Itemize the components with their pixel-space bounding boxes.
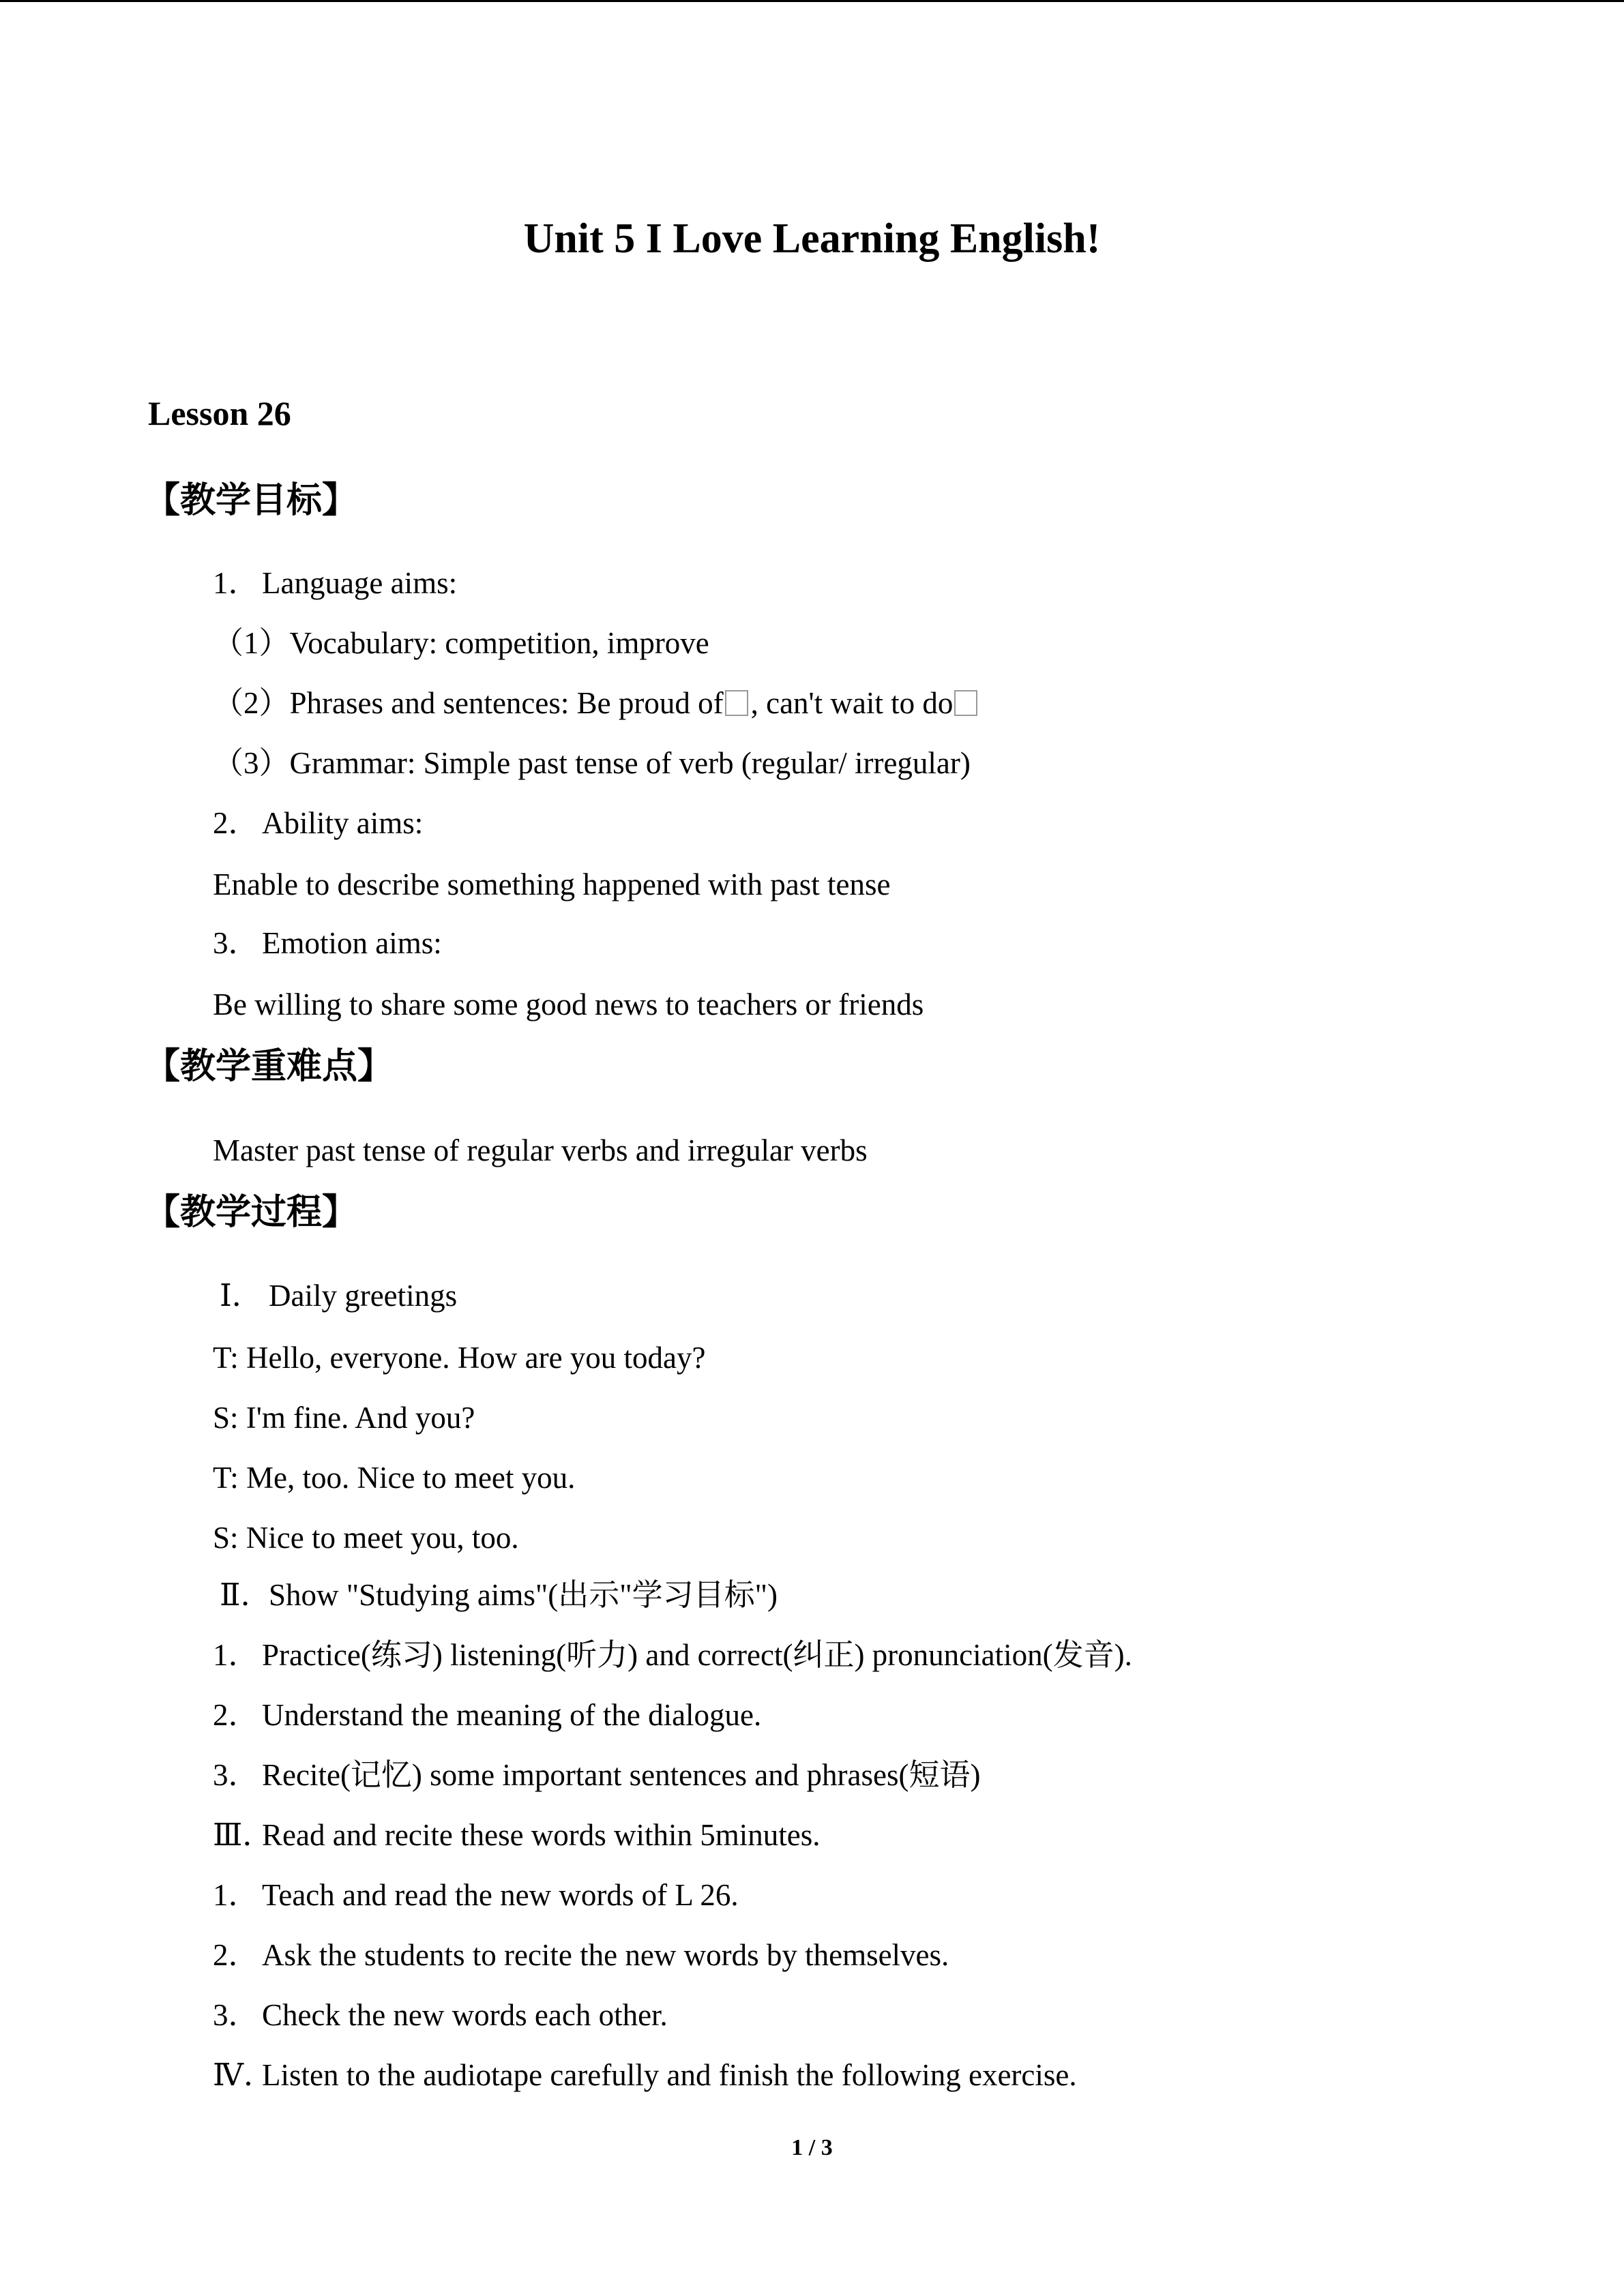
section-heading-keypoints: 【教学重难点】: [145, 1046, 394, 1087]
item-text: Practice(练习) listening(听力) and correct(纠正) pronunciation(发音).: [262, 1638, 1132, 1672]
page-title: Unit 5 I Love Learning English!: [523, 215, 1101, 262]
dialogue-line: S: I'm fine. And you?: [213, 1401, 475, 1435]
dialogue-line: T: Me, too. Nice to meet you.: [213, 1461, 576, 1495]
list-item: [213, 1691, 761, 1739]
item-text: Ask the students to recite the new words by themselves.: [262, 1938, 949, 1972]
emotion-aims-item: [213, 919, 442, 967]
item-number: 2．: [213, 1698, 259, 1732]
keypoints-text: Master past tense of regular verbs and irregular verbs: [213, 1133, 868, 1167]
emotion-description: Be willing to share some good news to teachers or friends: [213, 987, 924, 1022]
phrases-text-b: , can't wait to do: [750, 686, 954, 720]
top-border-line: [0, 0, 1624, 2]
placeholder-box-icon: [954, 690, 977, 716]
ability-aims-item: [213, 799, 423, 847]
item-number: 1．: [213, 566, 259, 600]
step-1-heading: [220, 1272, 457, 1320]
dialogue-line: S: Nice to meet you, too.: [213, 1521, 519, 1555]
item-number: 2．: [213, 806, 259, 840]
step-number: Ⅰ．: [220, 1279, 263, 1313]
item-text: Emotion aims:: [262, 926, 442, 960]
grammar-line: （3）Grammar: Simple past tense of verb (regular/ irregular): [213, 746, 971, 780]
item-text: Understand the meaning of the dialogue.: [262, 1698, 762, 1732]
section-heading-aims: 【教学目标】: [145, 480, 358, 521]
language-aims-item: [213, 559, 457, 607]
list-item: [213, 1871, 739, 1919]
page-indicator: 1 / 3: [791, 2135, 833, 2160]
step-4-heading: [213, 2051, 1077, 2099]
item-text: Check the new words each other.: [262, 1998, 668, 2032]
item-number: 3．: [213, 1998, 259, 2032]
vocabulary-line: （1）Vocabulary: competition, improve: [213, 626, 709, 660]
list-item: [213, 1931, 949, 1979]
step-text: Daily greetings: [269, 1279, 458, 1313]
step-number: Ⅲ．: [213, 1818, 274, 1852]
lesson-heading: Lesson 26: [148, 394, 291, 432]
step-number: Ⅱ．: [220, 1578, 271, 1612]
phrases-line: [213, 679, 980, 727]
dialogue-line: T: Hello, everyone. How are you today?: [213, 1341, 706, 1375]
item-number: 1．: [213, 1878, 259, 1912]
ability-description: Enable to describe something happened with past tense: [213, 867, 891, 901]
placeholder-box-icon: [725, 690, 748, 716]
step-text: Read and recite these words within 5minutes.: [262, 1818, 821, 1852]
step-2-heading: [220, 1571, 778, 1619]
item-text: Teach and read the new words of L 26.: [262, 1878, 739, 1912]
item-number: 2．: [213, 1938, 259, 1972]
phrases-text-a: （2）Phrases and sentences: Be proud of: [213, 686, 724, 720]
list-item: [213, 1631, 1132, 1679]
step-number: Ⅳ．: [213, 2058, 274, 2092]
item-text: Ability aims:: [262, 806, 424, 840]
item-text: Recite(记忆) some important sentences and phrases(短语): [262, 1758, 981, 1792]
step-text: Listen to the audiotape carefully and finish the following exercise.: [262, 2058, 1077, 2092]
step-text: Show "Studying aims"(出示"学习目标"): [269, 1578, 778, 1612]
list-item: [213, 1991, 668, 2039]
list-item: [213, 1751, 980, 1799]
step-3-heading: [213, 1811, 821, 1859]
section-heading-process: 【教学过程】: [145, 1192, 358, 1233]
item-text: Language aims:: [262, 566, 458, 600]
item-number: 3．: [213, 1758, 259, 1792]
item-number: 3．: [213, 926, 259, 960]
item-number: 1．: [213, 1638, 259, 1672]
